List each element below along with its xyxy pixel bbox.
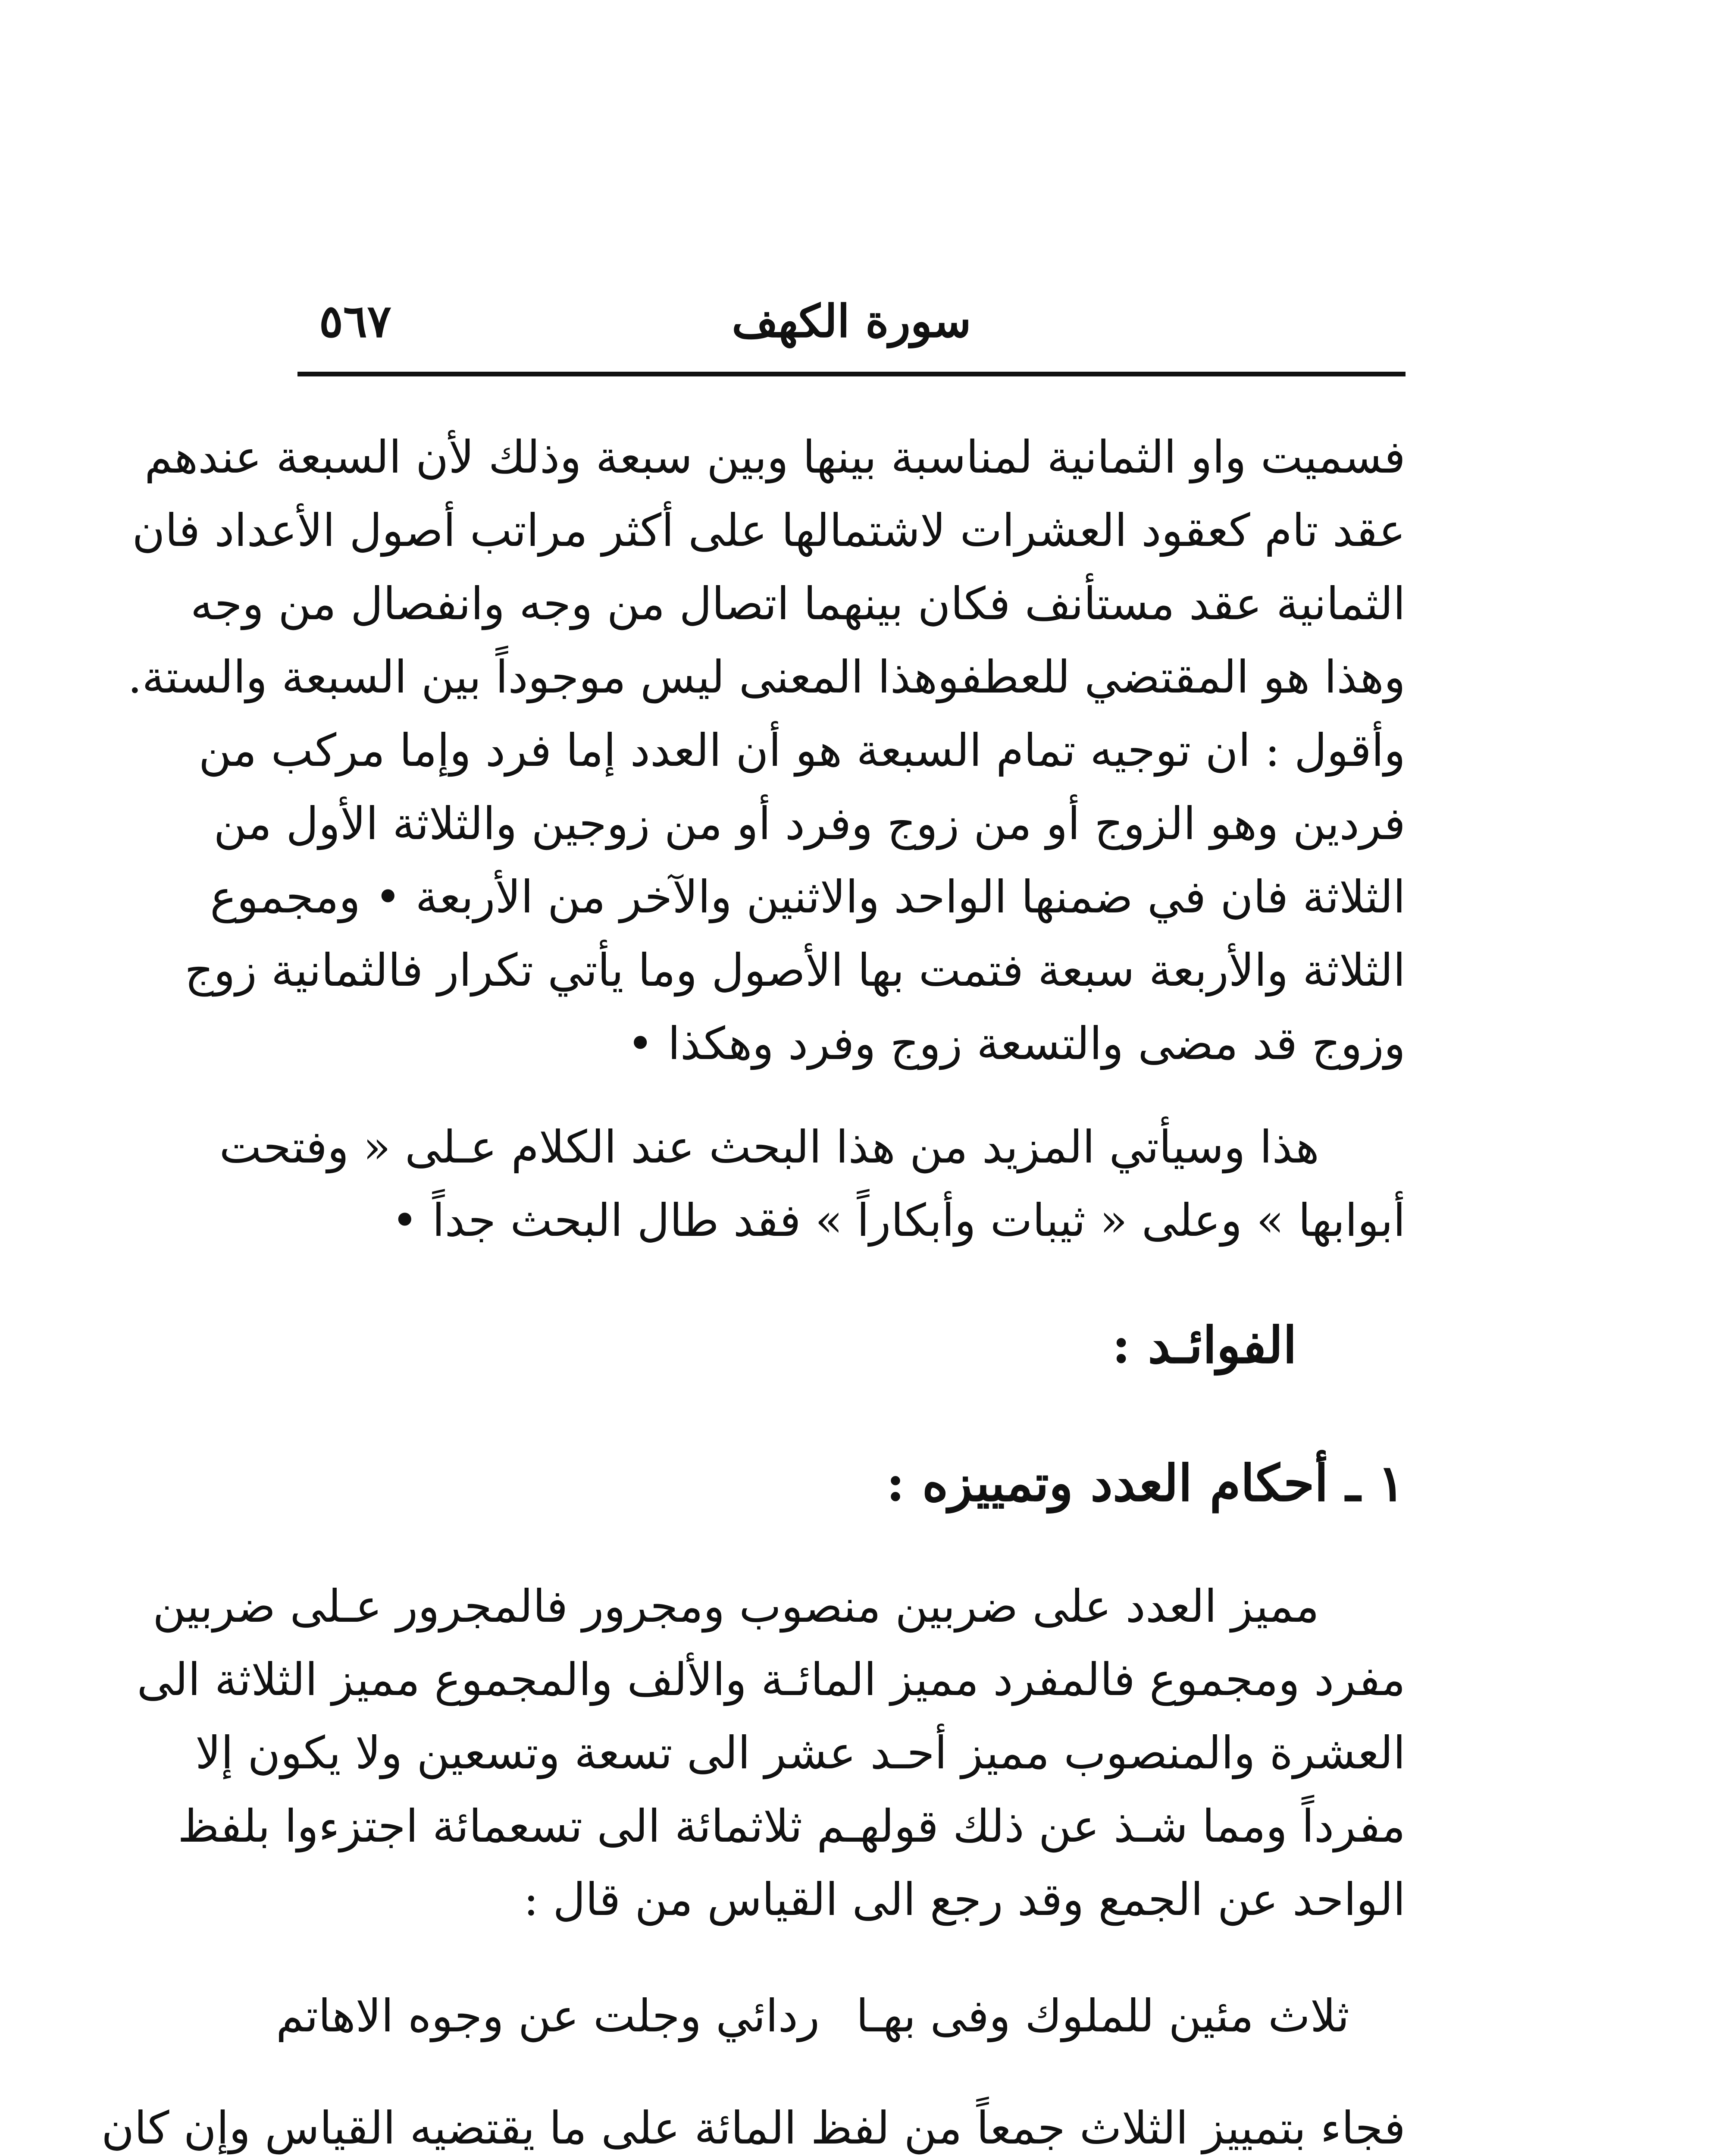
text-line: الثلاثة فان في ضمنها الواحد والاثنين والآخر من الأربعة • ومجموع <box>210 871 1406 923</box>
text-line: الثلاثة والأربعة سبعة فتمت بها الأصول وما يأتي تكرار فالثمانية زوج <box>185 944 1406 997</box>
text-line: أبوابها » وعلى « ثيبات وأبكاراً » فقد طال البحث جداً • <box>391 1194 1406 1247</box>
text-line: مفرد ومجموع فالمفرد مميز المائـة والألف والمجموع مميز الثلاثة الى <box>137 1653 1406 1706</box>
text-line: الواحد عن الجمع وقد رجع الى القياس من قال : <box>523 1873 1406 1926</box>
text-line: وأقول : ان توجيه تمام السبعة هو أن العدد إما فرد وإما مركب من <box>198 724 1406 777</box>
text-line: وهذا هو المقتضي للعطفوهذا المعنى ليس موجوداً بين السبعة والستة. <box>128 651 1406 703</box>
text-line: فجاء بتمييز الثلاث جمعاً من لفظ المائة على ما يقتضيه القياس وإن كان <box>101 2102 1406 2154</box>
section-heading-fawaid: الفوائـد : <box>1112 1316 1297 1375</box>
paragraph-4 <box>101 2091 1406 2156</box>
subheading-number-rules: ١ ـ أحكام العدد وتمييزه : <box>886 1454 1405 1513</box>
text-line: وزوج قد مضى والتسعة زوج وفرد وهكذا • <box>627 1017 1406 1070</box>
poetry-verse <box>259 1979 1406 2053</box>
text-line: مفرداً ومما شـذ عن ذلك قولهـم ثلاثمائة الى تسعمائة اجتزءوا بلفظ <box>178 1800 1406 1852</box>
text-line: فسميت واو الثمانية لمناسبة بينها وبين سبعة وذلك لأن السبعة عندهم <box>144 431 1406 483</box>
text-line: فردين وهو الزوج أو من زوج وفرد أو من زوجين والثلاثة الأول من <box>213 797 1406 850</box>
paragraph-2 <box>219 1110 1406 1257</box>
text-line: العشرة والمنصوب مميز أحـد عشر الى تسعة وتسعين ولا يكون إلا <box>195 1727 1406 1779</box>
header-rule <box>297 372 1406 376</box>
text-line: هذا وسيأتي المزيد من هذا البحث عند الكلام عـلى « وفتحت <box>219 1121 1319 1173</box>
running-title: سورة الكهف <box>732 295 971 348</box>
text-line: الثمانية عقد مستأنف فكان بينهما اتصال من وجه وانفصال من وجه <box>190 577 1406 630</box>
text-line: مميز العدد على ضربين منصوب ومجرور فالمجرور عـلى ضربين <box>153 1580 1319 1633</box>
paragraph-3 <box>137 1570 1406 1936</box>
verse-first-hemistich: ثلاث مئين للملوك وفى بهـا <box>856 1990 1349 2042</box>
paragraph-1 <box>128 420 1406 1080</box>
text-line: عقد تام كعقود العشرات لاشتمالها على أكثر مراتب أصول الأعداد فان <box>132 504 1406 557</box>
verse-second-hemistich: ردائي وجلت عن وجوه الاهاتم <box>276 1990 820 2042</box>
page-header <box>297 285 1406 354</box>
page-number: ٥٦٧ <box>319 295 391 348</box>
